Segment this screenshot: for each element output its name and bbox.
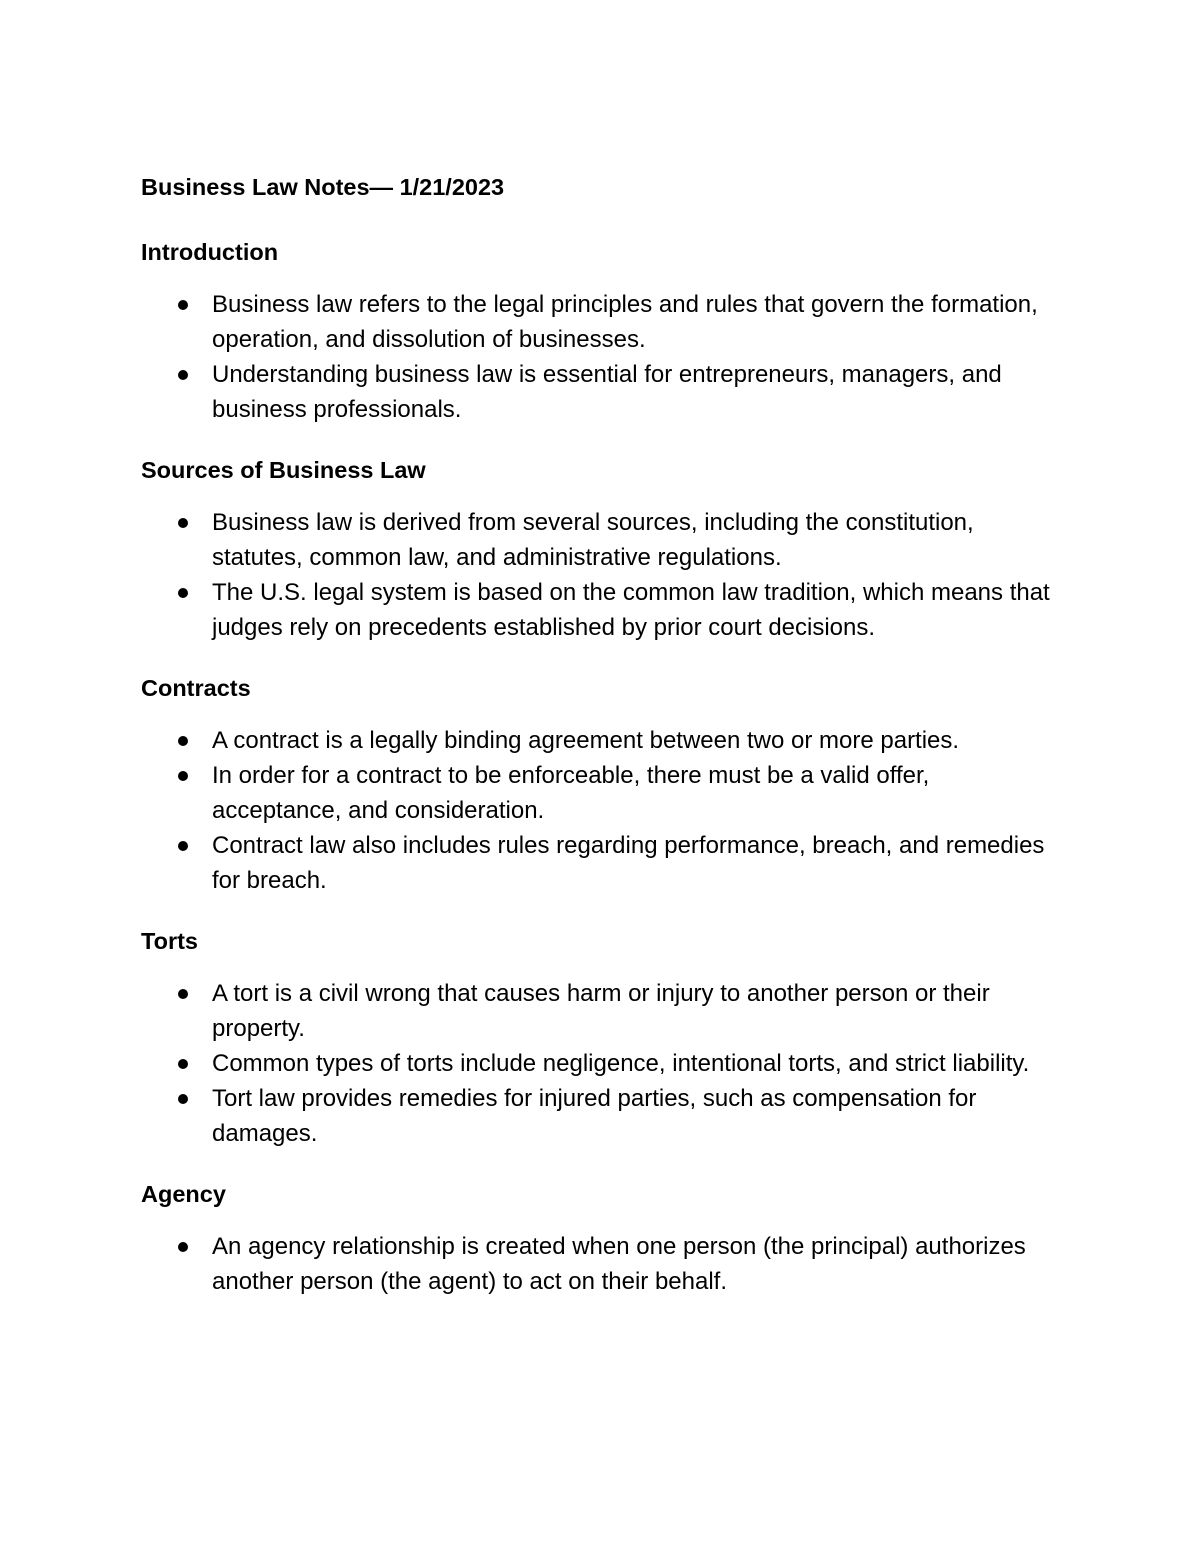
section-introduction [141, 237, 1060, 427]
section-agency [141, 1179, 1060, 1299]
list-item [212, 828, 1060, 898]
list-item [212, 505, 1060, 575]
document-title: Business Law Notes— 1/21/2023 [141, 174, 505, 200]
bullet-list [141, 287, 1060, 427]
list-item-text: Business law refers to the legal principles and rules that govern the formation, operation, and dissolution of businesses. [212, 291, 1038, 353]
section-contracts [141, 673, 1060, 898]
section-heading: Torts [141, 928, 199, 954]
bullet-icon [178, 1242, 188, 1252]
list-item-text: The U.S. legal system is based on the common law tradition, which means that judges rely on precedents established by prior court decisions. [212, 579, 1050, 641]
list-item [212, 976, 1060, 1046]
list-item [212, 723, 1060, 758]
section-heading: Sources of Business Law [141, 457, 426, 483]
list-item-text: Understanding business law is essential for entrepreneurs, managers, and business professionals. [212, 361, 1002, 423]
bullet-list [141, 505, 1060, 645]
list-item [212, 758, 1060, 828]
list-item-text: Tort law provides remedies for injured parties, such as compensation for damages. [212, 1085, 977, 1147]
list-item [212, 1081, 1060, 1151]
bullet-icon [178, 841, 188, 851]
bullet-list [141, 976, 1060, 1151]
bullet-icon [178, 1094, 188, 1104]
bullet-icon [178, 518, 188, 528]
bullet-list [141, 1229, 1060, 1299]
list-item-text: An agency relationship is created when one person (the principal) authorizes another person (the agent) to act on their behalf. [212, 1233, 1026, 1295]
list-item-text: Contract law also includes rules regarding performance, breach, and remedies for breach. [212, 832, 1045, 894]
section-heading: Agency [141, 1181, 226, 1207]
bullet-icon [178, 370, 188, 380]
bullet-icon [178, 1059, 188, 1069]
bullet-icon [178, 588, 188, 598]
list-item [212, 575, 1060, 645]
list-item [212, 1229, 1060, 1299]
list-item-text: Common types of torts include negligence, intentional torts, and strict liability. [212, 1050, 1030, 1077]
list-item [212, 1046, 1060, 1081]
list-item [212, 357, 1060, 427]
section-heading: Introduction [141, 239, 279, 265]
bullet-icon [178, 736, 188, 746]
section-sources-of-business-law [141, 455, 1060, 645]
section-heading: Contracts [141, 675, 251, 701]
list-item-text: Business law is derived from several sources, including the constitution, statutes, common law, and administrative regulations. [212, 509, 974, 571]
bullet-list [141, 723, 1060, 898]
section-torts [141, 926, 1060, 1151]
bullet-icon [178, 300, 188, 310]
bullet-icon [178, 771, 188, 781]
bullet-icon [178, 989, 188, 999]
list-item [212, 287, 1060, 357]
list-item-text: A contract is a legally binding agreement between two or more parties. [212, 727, 960, 754]
list-item-text: In order for a contract to be enforceable, there must be a valid offer, acceptance, and consideration. [212, 762, 930, 824]
list-item-text: A tort is a civil wrong that causes harm or injury to another person or their property. [212, 980, 990, 1042]
